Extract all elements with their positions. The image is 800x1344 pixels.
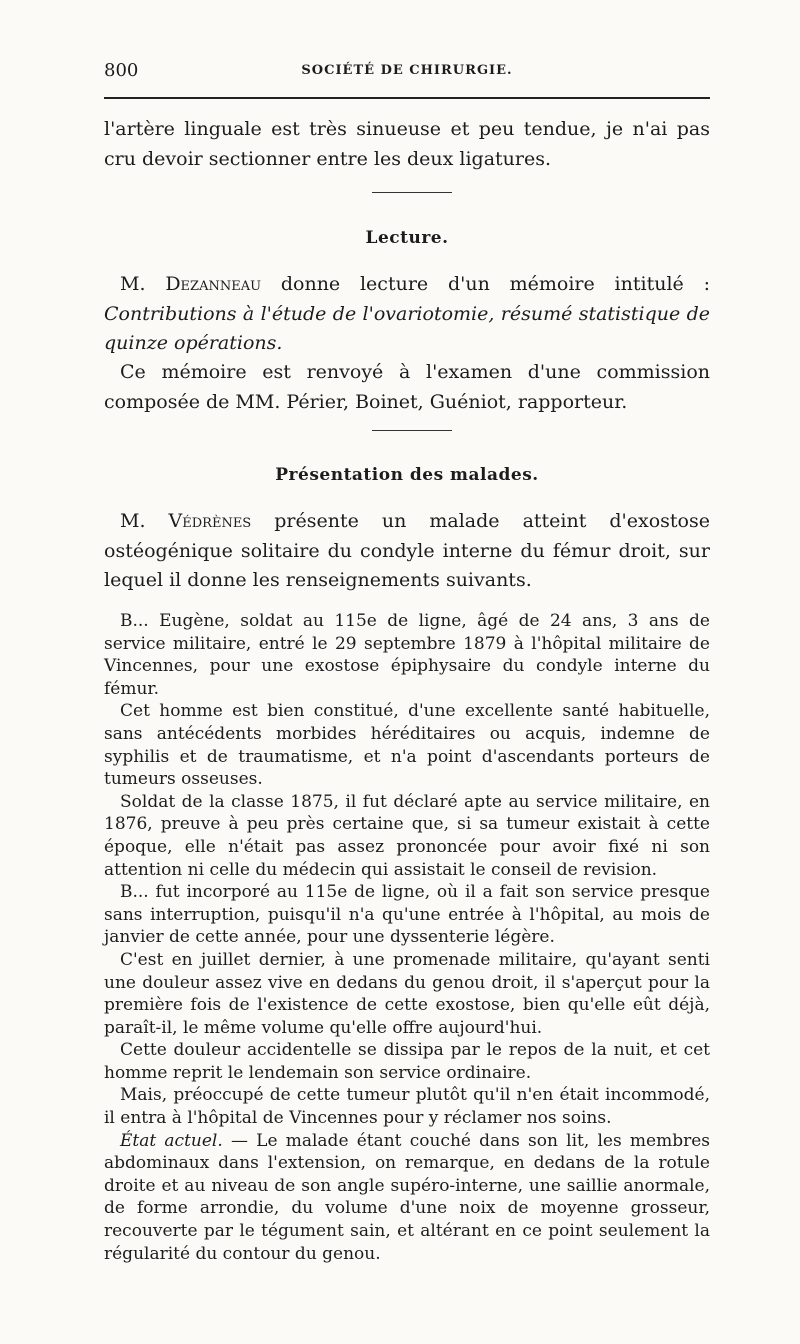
case-paragraph: C'est en juillet dernier, à une promenade militaire, qu'ayant senti une douleur assez vive en dedans du genou droit, il s'aperçut pour la première fois de l'existence de cette exostose, bien qu'elle eût déjà, paraît-il, le même volume qu'elle offre aujourd'hui. (104, 949, 710, 1038)
section-heading-lecture: Lecture. (365, 228, 449, 248)
author-name: Dezanneau (165, 273, 262, 295)
section-divider (372, 192, 452, 193)
etat-actuel-paragraph: État actuel. — Le malade étant couché dans son lit, les membres abdominaux dans l'extension, on remarque, en dedans de la rotule droite et au niveau de son angle supéro-interne, une saillie anormale, de forme arrondie, du volume d'une noix de moyenne grosseur, recouverte par le tégument sain, et altérant en ce point seulement la régularité du contour du genou. (104, 1130, 711, 1264)
running-title: SOCIÉTÉ DE CHIRURGIE. (301, 63, 513, 78)
page-number: 800 (104, 60, 139, 81)
case-paragraph: Cet homme est bien constitué, d'une excellente santé habituelle, sans antécédents morbides héréditaires ou acquis, indemne de syphilis et de traumatisme, et n'a point d'ascendants porteurs de tumeurs osseuses. (104, 701, 710, 790)
section-divider (372, 430, 452, 431)
intro-paragraph: l'artère linguale est très sinueuse et peu tendue, je n'ai pas cru devoir sectionner entre les deux ligatures. (104, 118, 710, 170)
case-paragraph: Soldat de la classe 1875, il fut déclaré apte au service militaire, en 1876, preuve à peu près certaine que, si sa tumeur existait à cette époque, elle n'était pas assez prononcée pour avoir fixé ni son attention ni celle du médecin qui assistait le conseil de revision. (104, 791, 710, 880)
header-rule (104, 97, 710, 99)
page-header (104, 60, 710, 86)
case-paragraph: B... Eugène, soldat au 115e de ligne, âgé de 24 ans, 3 ans de service militaire, entré le 29 septembre 1879 à l'hôpital militaire de Vincennes, pour une exostose épiphysaire du condyle interne du fémur. (104, 611, 710, 699)
case-report (104, 610, 710, 1265)
case-paragraph: Mais, préoccupé de cette tumeur plutôt qu'il n'en était incommodé, il entra à l'hôpital de Vincennes pour y réclamer nos soins. (104, 1085, 710, 1129)
case-paragraph: B... fut incorporé au 115e de ligne, où il a fait son service presque sans interruption, puisqu'il n'a qu'une entrée à l'hôpital, au mois de janvier de cette année, pour une dyssenterie légère. (104, 882, 710, 948)
memoir-title: Contributions à l'étude de l'ovariotomie, résumé statistique de quinze opérations. (104, 302, 710, 354)
commission-paragraph: Ce mémoire est renvoyé à l'examen d'une commission composée de MM. Périer, Boinet, Guéniot, rapporteur. (104, 361, 710, 413)
etat-actuel-label: État actuel. (120, 1130, 223, 1151)
section-heading-presentation: Présentation des malades. (275, 465, 539, 485)
case-paragraph: Cette douleur accidentelle se dissipa par le repos de la nuit, et cet homme reprit le lendemain son service ordinaire. (104, 1040, 710, 1083)
lecture-paragraph: M. Dezanneau donne lecture d'un mémoire intitulé : Contributions à l'étude de l'ovariotomie, résumé statistique de quinze opérations. (104, 273, 710, 354)
author-name: Védrènes (168, 510, 252, 532)
presentation-paragraph: M. Védrènes présente un malade atteint d'exostose ostéogénique solitaire du condyle interne du fémur droit, sur lequel il donne les renseignements suivants. (104, 510, 710, 591)
